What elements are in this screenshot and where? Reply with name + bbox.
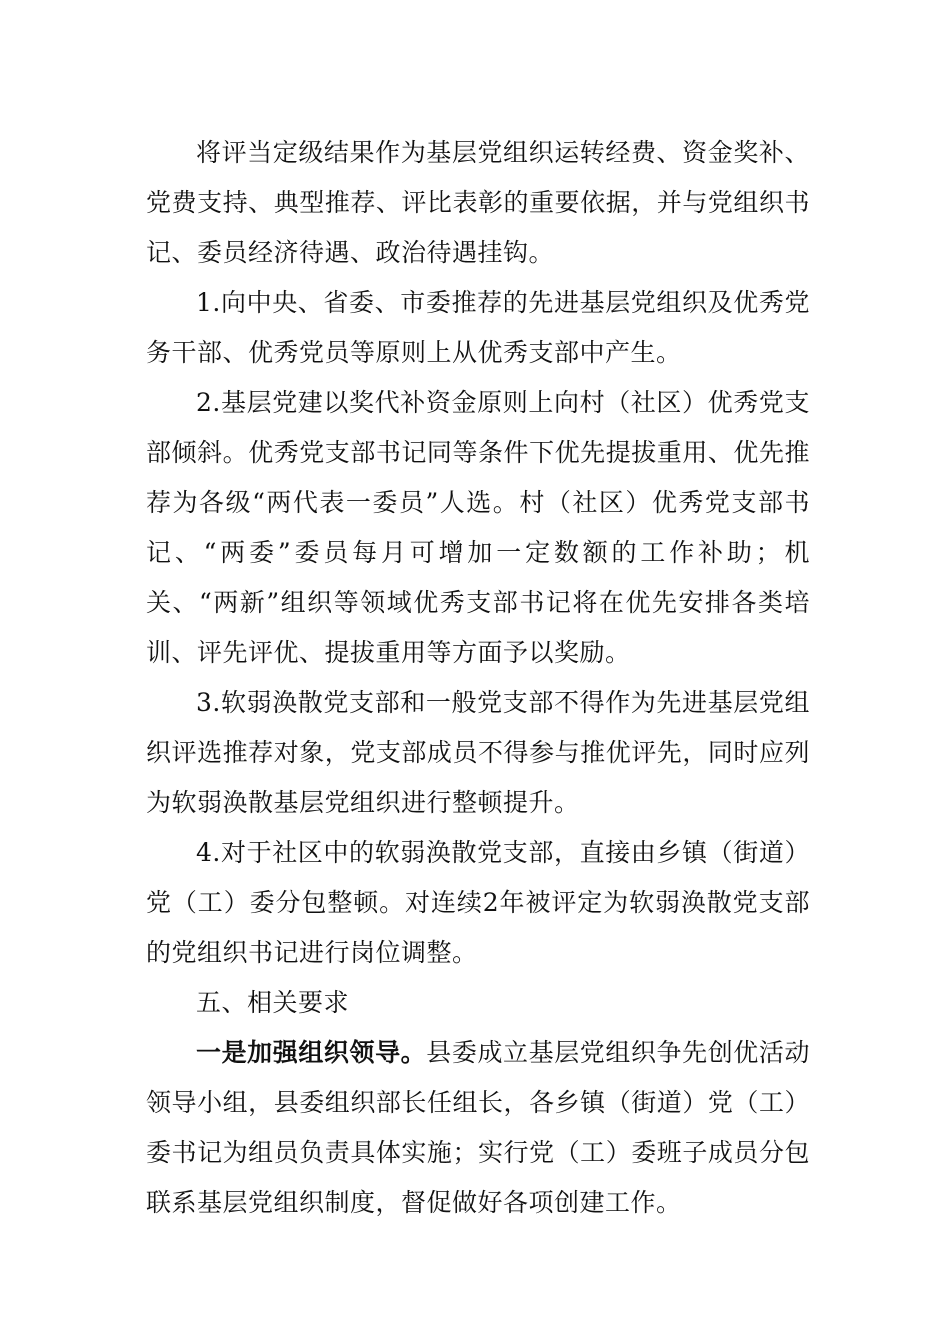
paragraph-text: 将评当定级结果作为基层党组织运转经费、资金奖补、党费支持、典型推荐、评比表彰的重要依据，并与党组织书记、委员经济待遇、政治待遇挂钩。: [146, 138, 810, 267]
paragraph-item-3: [146, 678, 810, 828]
paragraph-text: 1.向中央、省委、市委推荐的先进基层党组织及优秀党务干部、优秀党员等原则上从优秀支部中产生。: [146, 288, 810, 367]
paragraph-item-4: [146, 828, 810, 978]
paragraph-text: 县委成立基层党组织争先创优活动领导小组，县委组织部长任组长，各乡镇（街道）党（工）委书记为组员负责具体实施；实行党（工）委班子成员分包联系基层党组织制度，督促做好各项创建工作。: [146, 1038, 810, 1217]
paragraph-text: 3.软弱涣散党支部和一般党支部不得作为先进基层党组织评选推荐对象，党支部成员不得参与推优评先，同时应列为软弱涣散基层党组织进行整顿提升。: [146, 688, 810, 817]
paragraph-organization-leadership: [146, 1028, 810, 1228]
section-heading-text: 五、相关要求: [196, 988, 350, 1017]
paragraph-text: 4.对于社区中的软弱涣散党支部，直接由乡镇（街道）党（工）委分包整顿。对连续2年被评定为软弱涣散党支部的党组织书记进行岗位调整。: [146, 838, 810, 967]
paragraph-lead-bold: 一是加强组织领导。: [196, 1038, 427, 1067]
paragraph-text: 2.基层党建以奖代补资金原则上向村（社区）优秀党支部倾斜。优秀党支部书记同等条件下优先提拔重用、优先推荐为各级“两代表一委员”人选。村（社区）优秀党支部书记、“两委”委员每月可增加一定数额的工作补助；机关、“两新”组织等领域优秀支部书记将在优先安排各类培训、评先评优、提拔重用等方面予以奖励。: [146, 388, 810, 667]
paragraph-item-2: [146, 378, 810, 678]
section-heading-requirements: [146, 978, 810, 1028]
paragraph-evaluation-results: [146, 128, 810, 278]
paragraph-item-1: [146, 278, 810, 378]
document-body: [146, 128, 810, 1228]
